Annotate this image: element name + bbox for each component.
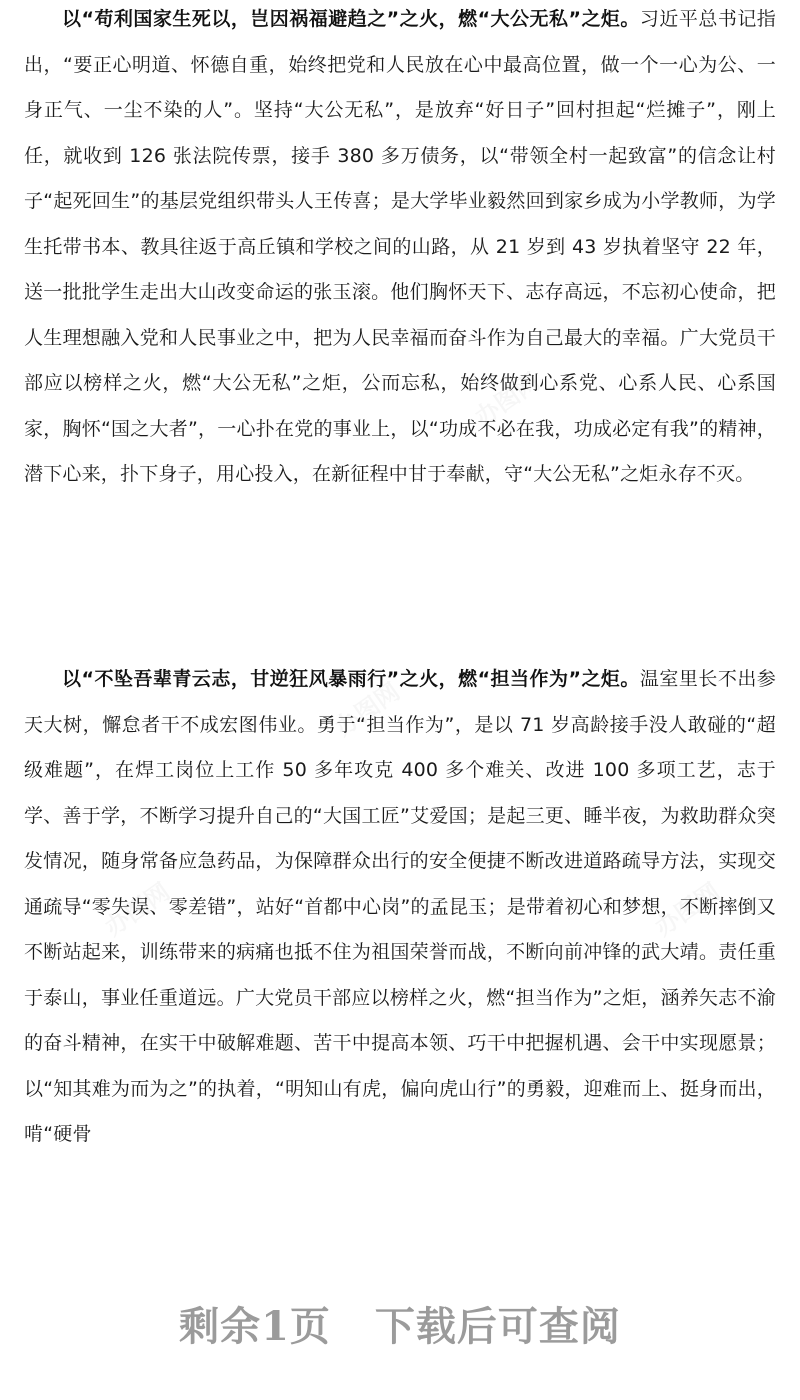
paragraph-1-body: 习近平总书记指出，“要正心明道、怀德自重，始终把党和人民放在心中最高位置，做一个一心为公、一身正气、一尘不染的人”。坚持“大公无私”，是放弃“好日子”回村担起“烂摊子”，刚上任，就收到 126 张法院传票，接手 380 多万债务，以“带领全村一起致富”的信念让村子“起死回生”的基层党组织带头人王传喜；是大学毕业毅然回到家乡成为小学教师，为学生托带书本、教具往返于高丘镇和学校之间的山路，从 21 岁到 43 岁执着坚守 22 年，送一批批学生走出大山改变命运的张玉滚。他们胸怀天下、志存高远，不忘初心使命，把人生理想融入党和人民事业之中，把为人民幸福而奋斗作为自己最大的幸福。广大党员干部应以榜样之火，燃“大公无私”之炬，公而忘私，始终做到心系党、心系人民、心系国家，胸怀“国之大者”，一心扑在党的事业上，以“功成不必在我，功成必定有我”的精神，潜下心来，扑下身子，用心投入，在新征程中甘于奉献，守“大公无私”之炬永存不灭。 xyxy=(24,8,776,485)
download-prompt[interactable] xyxy=(0,1295,800,1352)
paragraph-2 xyxy=(24,657,776,1158)
paragraph-1-lead: 以“苟利国家生死以，岂因祸福避趋之”之火，燃“大公无私”之炬。 xyxy=(62,8,640,30)
remaining-pages-label: 剩余1页 xyxy=(179,1303,331,1350)
paragraph-1 xyxy=(24,0,776,498)
paragraph-2-body: 温室里长不出参天大树，懈怠者干不成宏图伟业。勇于“担当作为”，是以 71 岁高龄接手没人敢碰的“超级难题”，在焊工岗位上工作 50 多年攻克 400 多个难关、改进 100 多项工艺，志于学、善于学，不断学习提升自己的“大国工匠”艾爱国；是起三更、睡半夜，为救助群众突发情况，随身常备应急药品，为保障群众出行的安全便捷不断改进道路疏导方法，实现交通疏导“零失误、零差错”，站好“首都中心岗”的孟昆玉；是带着初心和梦想，不断摔倒又不断站起来，训练带来的病痛也抵不住为祖国荣誉而战，不断向前冲锋的武大靖。责任重于泰山，事业任重道远。广大党员干部应以榜样之火，燃“担当作为”之炬，涵养矢志不渝的奋斗精神，在实干中破解难题、苦干中提高本领、巧干中把握机遇、会干中实现愿景；以“知其难为而为之”的执着，“明知山有虎，偏向虎山行”的勇毅，迎难而上、挺身而出，啃“硬骨 xyxy=(24,668,776,1145)
paragraph-2-lead: 以“不坠吾辈青云志，甘逆狂风暴雨行”之火，燃“担当作为”之炬。 xyxy=(62,668,640,690)
download-to-view-label: 下载后可查阅 xyxy=(374,1303,621,1350)
